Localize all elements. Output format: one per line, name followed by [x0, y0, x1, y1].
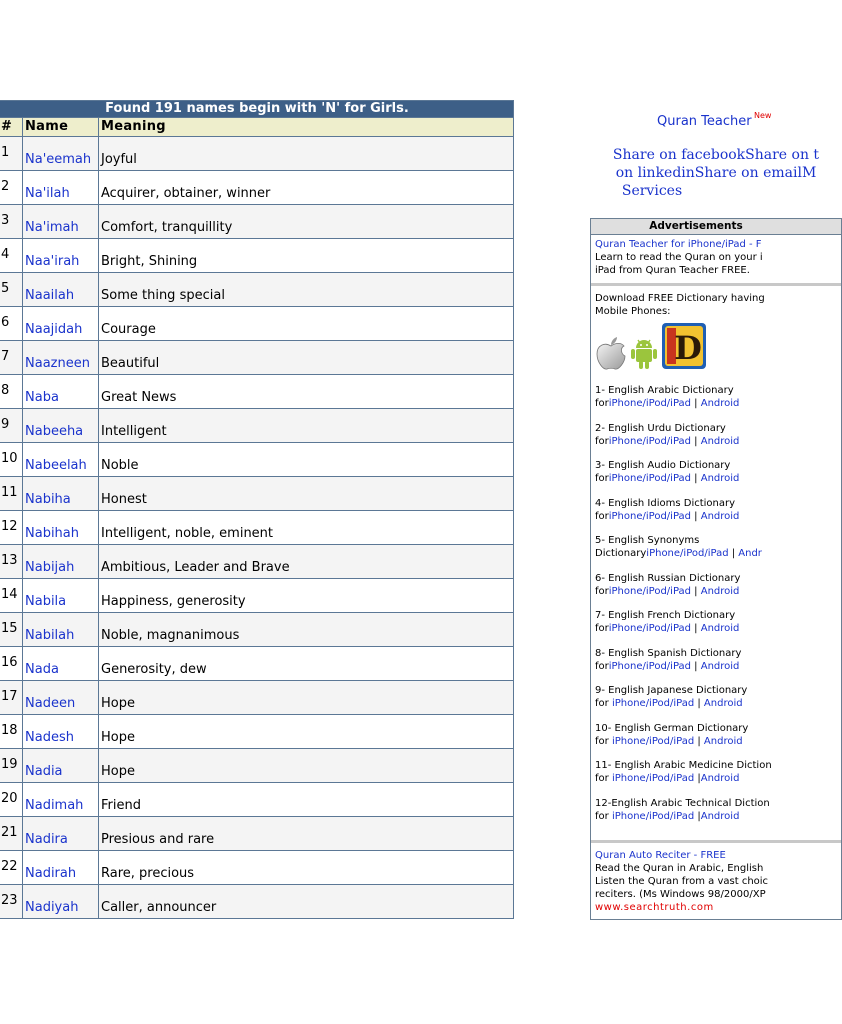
dictionary-title: 6- English Russian Dictionary	[595, 572, 741, 584]
android-link[interactable]: Android	[700, 810, 740, 822]
row-number-cell	[0, 375, 23, 409]
row-number: 14	[1, 587, 18, 602]
row-number: 3	[1, 213, 10, 228]
column-header-number: #	[0, 118, 23, 137]
name-link[interactable]: Naailah	[25, 288, 75, 303]
meaning-cell	[99, 443, 514, 477]
link-separator: |	[694, 773, 701, 784]
ad-divider	[591, 283, 841, 286]
row-number-cell	[0, 817, 23, 851]
link-separator: |	[694, 810, 701, 822]
name-link[interactable]: Na'ilah	[25, 186, 70, 201]
dictionary-title: 4- English Idioms Dictionary	[595, 497, 736, 509]
name-link[interactable]: Naa'irah	[25, 254, 80, 269]
meaning-cell	[99, 477, 514, 511]
dictionary-item	[595, 384, 837, 410]
row-number: 16	[1, 655, 18, 670]
meaning-cell	[99, 749, 514, 783]
dictionary-title: 2- English Urdu Dictionary	[595, 422, 726, 434]
row-number-cell	[0, 885, 23, 919]
dictionary-prefix: for	[595, 435, 609, 447]
auto-reciter-text: reciters. (Ms Windows 98/2000/XP	[595, 889, 766, 900]
meaning-cell	[99, 613, 514, 647]
dictionary-item	[595, 797, 837, 823]
table-row	[0, 579, 514, 613]
name-cell	[23, 681, 99, 715]
row-number-cell	[0, 545, 23, 579]
table-row	[0, 681, 514, 715]
meaning-cell	[99, 273, 514, 307]
row-number: 1	[1, 145, 10, 160]
meaning-cell	[99, 681, 514, 715]
name-cell	[23, 851, 99, 885]
name-cell	[23, 885, 99, 919]
link-separator: |	[694, 735, 704, 747]
table-row	[0, 613, 514, 647]
table-row	[0, 647, 514, 681]
table-row	[0, 409, 514, 443]
android-link[interactable]: Andr	[738, 548, 762, 559]
name-cell	[23, 171, 99, 205]
android-link[interactable]: Android	[703, 735, 743, 747]
ios-link[interactable]: iPhone/iPod/iPad	[608, 510, 691, 522]
dictionary-links	[595, 810, 837, 823]
table-caption: Found 191 names begin with 'N' for Girls.	[0, 101, 514, 118]
ios-link[interactable]: iPhone/iPod/iPad	[611, 810, 695, 822]
name-cell	[23, 375, 99, 409]
dictionary-prefix: for	[595, 623, 609, 634]
meaning-cell	[99, 511, 514, 545]
dictionary-item	[595, 609, 837, 635]
dictionary-links	[595, 697, 837, 710]
row-number: 15	[1, 621, 18, 636]
row-number: 23	[1, 893, 18, 908]
name-cell	[23, 579, 99, 613]
link-separator: |	[691, 510, 701, 522]
android-link[interactable]: Android	[700, 773, 740, 784]
ios-link[interactable]: iPhone/iPod/iPad	[608, 435, 691, 447]
dictionary-title: 8- English Spanish Dictionary	[595, 647, 742, 659]
table-row	[0, 171, 514, 205]
name-link[interactable]: Nabila	[25, 594, 67, 609]
android-link[interactable]: Android	[700, 585, 740, 597]
dictionary-title: 12-English Arabic Technical Diction	[595, 797, 770, 809]
meaning-text: Intelligent	[101, 424, 167, 439]
row-number: 6	[1, 315, 10, 330]
dictionary-prefix: for	[595, 473, 609, 484]
row-number-cell	[0, 273, 23, 307]
meaning-text: Some thing special	[101, 288, 225, 303]
dictionary-title: 10- English German Dictionary	[595, 722, 749, 734]
android-link[interactable]: Android	[700, 660, 740, 672]
name-link[interactable]: Nabijah	[25, 560, 75, 575]
meaning-text: Hope	[101, 730, 135, 745]
row-number: 9	[1, 417, 10, 432]
table-row	[0, 715, 514, 749]
dictionary-prefix: for	[595, 810, 612, 822]
row-number: 18	[1, 723, 18, 738]
name-link[interactable]: Na'imah	[25, 220, 79, 235]
dictionary-ad	[591, 289, 841, 837]
dictionary-item	[595, 422, 837, 448]
meaning-cell	[99, 341, 514, 375]
quran-teacher-ad-link[interactable]: Quran Teacher for iPhone/iPad - F	[595, 239, 762, 250]
row-number-cell	[0, 749, 23, 783]
meaning-text: Comfort, tranquillity	[101, 220, 233, 235]
row-number: 19	[1, 757, 18, 772]
column-header-name: Name	[23, 118, 99, 137]
ios-link[interactable]: iPhone/iPod/iPad	[608, 660, 691, 672]
android-link[interactable]: Android	[703, 698, 743, 709]
name-link[interactable]: Nadira	[25, 832, 68, 847]
ios-link[interactable]: iPhone/iPod/iPad	[608, 585, 691, 597]
meaning-text: Presious and rare	[101, 832, 215, 847]
android-link[interactable]: Android	[700, 510, 740, 522]
meaning-text: Generosity, dew	[101, 662, 207, 677]
share-facebook-link[interactable]: Share on facebook	[612, 147, 746, 163]
table-row	[0, 443, 514, 477]
meaning-text: Ambitious, Leader and Brave	[101, 560, 290, 575]
dictionary-item	[595, 497, 837, 523]
name-cell	[23, 715, 99, 749]
row-number: 8	[1, 383, 10, 398]
name-cell	[23, 477, 99, 511]
table-row	[0, 477, 514, 511]
name-link[interactable]: Naazneen	[25, 356, 90, 371]
link-separator: |	[728, 548, 739, 559]
dictionary-title: 7- English French Dictionary	[595, 610, 736, 621]
name-link[interactable]: Nadesh	[25, 730, 74, 745]
row-number-cell	[0, 647, 23, 681]
name-link[interactable]: Nadimah	[25, 798, 84, 813]
meaning-cell	[99, 171, 514, 205]
dictionary-prefix: for	[595, 510, 609, 522]
table-row	[0, 375, 514, 409]
meaning-cell	[99, 851, 514, 885]
dictionary-item	[595, 459, 837, 485]
meaning-cell	[99, 885, 514, 919]
name-cell	[23, 273, 99, 307]
dictionary-links	[595, 397, 837, 410]
meaning-text: Noble, magnanimous	[101, 628, 240, 643]
table-row	[0, 205, 514, 239]
share-more-link[interactable]: M	[801, 165, 817, 181]
dictionary-prefix: for	[595, 660, 609, 672]
name-cell	[23, 545, 99, 579]
meaning-text: Beautiful	[101, 356, 160, 371]
dictionary-prefix: for	[595, 735, 612, 747]
row-number: 4	[1, 247, 10, 262]
column-header-meaning: Meaning	[99, 118, 514, 137]
dictionary-links	[595, 772, 837, 785]
searchtruth-link[interactable]: www.searchtruth.com	[595, 902, 714, 913]
dictionary-links	[595, 510, 837, 523]
name-link[interactable]: Nabiha	[25, 492, 71, 507]
dictionary-links	[595, 547, 837, 560]
meaning-text: Caller, announcer	[101, 900, 217, 915]
dictionary-ad-text: Download FREE Dictionary having	[595, 293, 765, 304]
row-number-cell	[0, 239, 23, 273]
android-link[interactable]: Android	[700, 473, 740, 484]
meaning-text: Rare, precious	[101, 866, 195, 881]
ad-divider	[591, 840, 841, 843]
ios-link[interactable]: iPhone/iPod/iPad	[646, 548, 729, 559]
table-row	[0, 851, 514, 885]
link-separator: |	[691, 623, 701, 634]
quran-teacher-ad	[591, 235, 841, 280]
auto-reciter-link[interactable]: Quran Auto Reciter - FREE	[595, 850, 726, 861]
auto-reciter-text: Listen the Quran from a vast choic	[595, 876, 769, 887]
row-number: 17	[1, 689, 18, 704]
name-link[interactable]: Nabeelah	[25, 458, 87, 473]
meaning-cell	[99, 783, 514, 817]
dictionary-links	[595, 622, 837, 635]
share-links	[591, 146, 841, 200]
row-number-cell	[0, 613, 23, 647]
meaning-text: Honest	[101, 492, 147, 507]
name-link[interactable]: Nadirah	[25, 866, 77, 881]
share-services-link[interactable]: Services	[621, 183, 683, 199]
meaning-text: Hope	[101, 696, 135, 711]
row-number-cell	[0, 205, 23, 239]
quran-teacher-ad-text: iPad from Quran Teacher FREE.	[595, 265, 750, 276]
meaning-cell	[99, 579, 514, 613]
dictionary-prefix: Dictionary	[595, 548, 647, 559]
android-link[interactable]: Android	[700, 398, 740, 409]
ios-link[interactable]: iPhone/iPod/iPad	[611, 735, 695, 747]
row-number: 10	[1, 451, 18, 466]
table-row	[0, 137, 514, 171]
dictionary-item	[595, 572, 837, 598]
row-number-cell	[0, 715, 23, 749]
auto-reciter-ad	[591, 846, 841, 917]
name-link[interactable]: Naajidah	[25, 322, 83, 337]
row-number: 22	[1, 859, 18, 874]
dictionary-list	[595, 384, 837, 823]
name-cell	[23, 137, 99, 171]
table-row	[0, 545, 514, 579]
table-row	[0, 341, 514, 375]
dictionary-title: 9- English Japanese Dictionary	[595, 685, 748, 696]
table-row	[0, 307, 514, 341]
names-table-body	[0, 137, 514, 919]
name-link[interactable]: Nabeeha	[25, 424, 84, 439]
row-number-cell	[0, 477, 23, 511]
row-number: 2	[1, 179, 10, 194]
dictionary-item	[595, 722, 837, 748]
dictionary-prefix: for	[595, 585, 609, 597]
table-row	[0, 273, 514, 307]
dictionary-item	[595, 534, 837, 560]
table-row	[0, 817, 514, 851]
name-cell	[23, 783, 99, 817]
dictionary-d-icon[interactable]	[661, 322, 707, 370]
meaning-cell	[99, 239, 514, 273]
svg-text:D: D	[674, 329, 702, 367]
table-row	[0, 783, 514, 817]
name-link[interactable]: Na'eemah	[25, 152, 92, 167]
ios-link[interactable]: iPhone/iPod/iPad	[608, 473, 691, 484]
new-badge: New	[754, 111, 772, 120]
row-number: 5	[1, 281, 10, 296]
row-number-cell	[0, 579, 23, 613]
row-number: 7	[1, 349, 10, 364]
name-cell	[23, 817, 99, 851]
meaning-cell	[99, 409, 514, 443]
meaning-text: Hope	[101, 764, 135, 779]
dictionary-item	[595, 647, 837, 673]
row-number: 13	[1, 553, 18, 568]
table-row	[0, 749, 514, 783]
table-row	[0, 239, 514, 273]
ios-link[interactable]: iPhone/iPod/iPad	[611, 773, 695, 784]
dictionary-title: 5- English Synonyms	[595, 535, 700, 546]
dictionary-links	[595, 435, 837, 448]
meaning-cell	[99, 137, 514, 171]
name-cell	[23, 409, 99, 443]
meaning-cell	[99, 307, 514, 341]
share-email-link[interactable]: Share on email	[694, 165, 802, 181]
meaning-cell	[99, 715, 514, 749]
dictionary-title: 11- English Arabic Medicine Diction	[595, 760, 772, 771]
name-cell	[23, 647, 99, 681]
dictionary-title: 3- English Audio Dictionary	[595, 460, 731, 471]
name-link[interactable]: Nada	[25, 662, 59, 677]
row-number: 20	[1, 791, 18, 806]
link-separator: |	[694, 698, 704, 709]
name-cell	[23, 307, 99, 341]
dictionary-item	[595, 759, 837, 785]
share-twitter-link[interactable]: Share on t	[745, 147, 820, 163]
table-row	[0, 885, 514, 919]
dictionary-links	[595, 735, 837, 748]
advertisements-header: Advertisements	[591, 219, 841, 235]
dictionary-title: 1- English Arabic Dictionary	[595, 385, 734, 396]
meaning-text: Friend	[101, 798, 141, 813]
row-number-cell	[0, 409, 23, 443]
ios-link[interactable]: iPhone/iPod/iPad	[608, 623, 691, 634]
dictionary-ad-text: Mobile Phones:	[595, 306, 671, 317]
link-separator: |	[691, 398, 701, 409]
meaning-text: Intelligent, noble, eminent	[101, 526, 274, 541]
link-separator: |	[691, 435, 701, 447]
meaning-cell	[99, 545, 514, 579]
name-link[interactable]: Nadiyah	[25, 900, 79, 915]
table-row	[0, 511, 514, 545]
meaning-text: Happiness, generosity	[101, 594, 246, 609]
dictionary-prefix: for	[595, 698, 612, 709]
meaning-cell	[99, 205, 514, 239]
row-number-cell	[0, 681, 23, 715]
row-number: 11	[1, 485, 18, 500]
dictionary-links	[595, 472, 837, 485]
link-separator: |	[691, 585, 701, 597]
link-separator: |	[691, 473, 701, 484]
row-number-cell	[0, 137, 23, 171]
name-link[interactable]: Nadeen	[25, 696, 76, 711]
meaning-cell	[99, 375, 514, 409]
link-separator: |	[691, 660, 701, 672]
name-link[interactable]: Naba	[25, 390, 59, 405]
name-cell	[23, 749, 99, 783]
meaning-text: Courage	[101, 322, 156, 337]
quran-teacher-link[interactable]: Quran Teacher	[657, 114, 752, 129]
meaning-text: Noble	[101, 458, 139, 473]
meaning-text: Great News	[101, 390, 177, 405]
name-link[interactable]: Nadia	[25, 764, 63, 779]
name-cell	[23, 443, 99, 477]
apple-icon[interactable]	[595, 336, 627, 370]
android-link[interactable]: Android	[700, 435, 740, 447]
dictionary-links	[595, 660, 837, 673]
dictionary-prefix: for	[595, 398, 609, 409]
quran-teacher-ad-text: Learn to read the Quran on your i	[595, 252, 763, 263]
name-cell	[23, 341, 99, 375]
app-icons	[595, 324, 837, 370]
name-cell	[23, 511, 99, 545]
row-number: 12	[1, 519, 18, 534]
android-link[interactable]: Android	[700, 623, 740, 634]
android-icon[interactable]	[629, 336, 659, 370]
row-number-cell	[0, 171, 23, 205]
meaning-text: Acquirer, obtainer, winner	[101, 186, 271, 201]
name-link[interactable]: Nabilah	[25, 628, 75, 643]
row-number-cell	[0, 851, 23, 885]
meaning-cell	[99, 817, 514, 851]
name-cell	[23, 239, 99, 273]
row-number-cell	[0, 341, 23, 375]
dictionary-links	[595, 585, 837, 598]
advertisements-box	[590, 218, 842, 920]
row-number-cell	[0, 783, 23, 817]
ios-link[interactable]: iPhone/iPod/iPad	[608, 398, 691, 409]
name-cell	[23, 613, 99, 647]
row-number-cell	[0, 443, 23, 477]
share-linkedin-link[interactable]: on linkedin	[615, 165, 695, 181]
names-table	[0, 100, 514, 919]
name-cell	[23, 205, 99, 239]
dictionary-item	[595, 684, 837, 710]
row-number-cell	[0, 511, 23, 545]
name-link[interactable]: Nabihah	[25, 526, 79, 541]
row-number-cell	[0, 307, 23, 341]
meaning-cell	[99, 647, 514, 681]
auto-reciter-text: Read the Quran in Arabic, English	[595, 863, 764, 874]
dictionary-prefix: for	[595, 773, 612, 784]
ios-link[interactable]: iPhone/iPod/iPad	[611, 698, 695, 709]
meaning-text: Bright, Shining	[101, 254, 198, 269]
meaning-text: Joyful	[101, 152, 137, 167]
row-number: 21	[1, 825, 18, 840]
